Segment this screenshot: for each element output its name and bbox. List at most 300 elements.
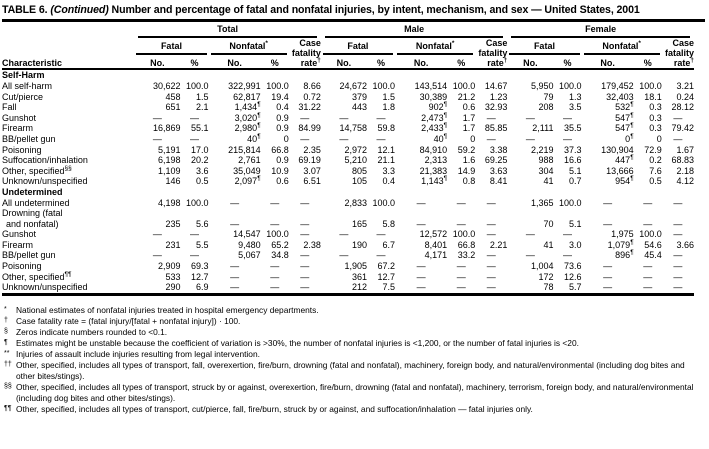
data-cell: 547¶: [615, 122, 634, 134]
data-cell: 1.6: [462, 155, 476, 166]
data-cell: 16,869: [152, 123, 181, 134]
table-row: [2, 272, 694, 283]
data-cell: 2.1: [196, 102, 209, 113]
table-row: [2, 176, 694, 187]
data-cell: 3.5: [569, 102, 582, 113]
row-label: BB/pellet gun: [2, 250, 56, 261]
data-cell: 235: [165, 218, 181, 229]
data-cell: 35.5: [564, 123, 582, 134]
table-row: [2, 92, 694, 103]
data-cell: 0.9: [276, 112, 289, 123]
row-label: Drowning (fatal and nonfatal): [2, 208, 134, 229]
data-cell: 1,905: [344, 261, 367, 272]
data-cell: 805: [351, 165, 367, 176]
data-cell: 2,219: [530, 144, 554, 155]
data-cell: 12,572: [419, 229, 448, 240]
data-cell: —: [603, 261, 613, 272]
data-cell: 85.85: [484, 123, 508, 134]
data-cell: 208: [538, 102, 554, 113]
data-cell: 32.93: [484, 102, 508, 113]
data-cell: —: [486, 271, 496, 282]
fatal-header: Fatal: [507, 38, 581, 55]
data-cell: 35,049: [233, 165, 261, 176]
case-fatality-header: Case fatality rate†: [662, 38, 694, 70]
data-cell: 2.38: [303, 239, 321, 250]
table-row: [2, 145, 694, 156]
data-cell: 9,480: [238, 239, 261, 250]
data-cell: —: [486, 197, 496, 208]
data-cell: 8.41: [489, 176, 508, 187]
data-cell: —: [563, 250, 573, 261]
footnote-text: Injuries of assault include injuries resulting from legal intervention.: [16, 348, 260, 359]
row-label: Suffocation/inhalation: [2, 155, 88, 166]
data-cell: 6.9: [196, 282, 209, 293]
table-row: [2, 166, 694, 177]
data-cell: 3,020¶: [234, 111, 261, 123]
data-cell: 0.3: [649, 102, 662, 113]
data-cell: 172: [538, 271, 554, 282]
data-cell: —: [673, 133, 683, 144]
footnote: [3, 316, 703, 327]
table-row: [2, 261, 694, 272]
data-cell: 12.1: [377, 144, 396, 155]
data-cell: 33.2: [457, 250, 476, 261]
data-cell: 41: [543, 176, 554, 187]
data-cell: 651: [165, 102, 181, 113]
data-cell: 0.5: [196, 176, 209, 187]
data-cell: —: [190, 250, 200, 261]
data-cell: —: [563, 112, 573, 123]
data-cell: 0.7: [569, 176, 582, 187]
data-cell: 4.12: [676, 176, 694, 187]
data-cell: 84.99: [298, 123, 321, 134]
col-header-pct: %: [367, 55, 395, 70]
data-cell: 896¶: [615, 249, 634, 261]
data-cell: 0.3: [649, 123, 662, 134]
footnote-marker: §§: [4, 382, 12, 390]
data-cell: —: [152, 250, 162, 261]
data-cell: —: [416, 271, 426, 282]
footnote-marker: **: [4, 349, 10, 357]
nonfatal-header: Nonfatal*: [209, 38, 289, 55]
data-cell: 20.2: [191, 155, 209, 166]
data-cell: 2.18: [676, 165, 694, 176]
data-cell: —: [376, 250, 386, 261]
data-cell: —: [230, 271, 240, 282]
data-cell: 31.22: [298, 102, 321, 113]
data-cell: 8,401: [424, 239, 448, 250]
data-cell: 5.1: [569, 218, 582, 229]
table-row: [2, 134, 694, 145]
group-header-female: [507, 23, 694, 38]
section-header: Self-Harm: [2, 70, 45, 81]
group-header-male: [321, 23, 508, 38]
data-cell: 0: [470, 133, 476, 144]
data-cell: —: [300, 271, 310, 282]
data-cell: 14,547: [233, 229, 261, 240]
data-cell: —: [230, 197, 240, 208]
data-cell: 5.8: [382, 218, 396, 229]
row-label: Poisoning: [2, 261, 42, 272]
data-cell: 1.7: [462, 123, 476, 134]
data-cell: 100.0: [372, 80, 396, 91]
data-cell: —: [270, 197, 280, 208]
data-cell: 2,473¶: [421, 111, 448, 123]
fatal-header: Fatal: [321, 38, 395, 55]
data-cell: 2.35: [303, 144, 321, 155]
table-row: [2, 81, 694, 92]
row-label-line2: and nonfatal): [6, 218, 59, 229]
table-row: [2, 123, 694, 134]
data-cell: 4,171: [424, 250, 448, 261]
data-cell: 21,383: [419, 165, 448, 176]
data-cell: 1,434¶: [234, 101, 261, 113]
data-cell: —: [603, 218, 613, 229]
data-cell: 100.0: [452, 229, 476, 240]
data-cell: 68.83: [671, 155, 694, 166]
data-cell: 1,079¶: [607, 238, 634, 250]
data-cell: 5,067: [238, 250, 261, 261]
footnote-marker: †: [4, 316, 8, 324]
data-cell: —: [673, 282, 683, 293]
data-cell: 2,761: [238, 155, 261, 166]
data-cell: 361: [351, 271, 367, 282]
footnote: [3, 305, 703, 316]
col-header-pct: %: [447, 55, 475, 70]
data-cell: —: [300, 112, 310, 123]
data-cell: —: [525, 112, 535, 123]
data-cell: 12.7: [191, 271, 209, 282]
row-label: Gunshot: [2, 229, 37, 240]
data-cell: —: [416, 218, 426, 229]
footnote: [3, 404, 703, 415]
data-cell: 0.3: [649, 112, 662, 123]
data-cell: —: [230, 261, 240, 272]
data-cell: 1.23: [489, 91, 508, 102]
data-cell: 105: [351, 176, 367, 187]
data-cell: 69.3: [191, 261, 209, 272]
data-cell: 7.6: [649, 165, 662, 176]
data-cell: 379: [351, 91, 367, 102]
data-cell: —: [230, 282, 240, 293]
row-label: BB/pellet gun: [2, 133, 56, 144]
data-cell: 16.6: [564, 155, 582, 166]
table-title-continued: (Continued): [50, 4, 109, 16]
data-cell: 69.19: [298, 155, 321, 166]
data-cell: 1.5: [382, 91, 396, 102]
data-cell: 2,097¶: [234, 175, 261, 187]
data-cell: —: [673, 197, 683, 208]
col-header-no: No.: [209, 55, 261, 70]
group-label-male: Male: [325, 23, 504, 38]
characteristic-header: Characteristic: [2, 23, 134, 69]
case-fatality-header: Case fatality rate†: [475, 38, 507, 70]
data-cell: 2,111: [532, 123, 554, 134]
row-label: All self-harm: [2, 80, 53, 91]
footnote-marker: ¶¶: [4, 404, 12, 412]
table-title: [2, 4, 705, 22]
data-cell: —: [673, 261, 683, 272]
data-cell: 78: [543, 282, 554, 293]
case-fatality-header: Case fatality rate†: [289, 38, 321, 70]
data-cell: —: [456, 218, 466, 229]
data-cell: —: [525, 250, 535, 261]
data-cell: —: [376, 133, 386, 144]
data-cell: —: [563, 133, 573, 144]
footnote-text: Case fatality rate = (fatal injury/[fatal + nonfatal injury]) · 100.: [16, 315, 241, 326]
col-header-pct: %: [553, 55, 581, 70]
data-cell: 2,972: [344, 144, 367, 155]
data-cell: 6.7: [382, 239, 396, 250]
data-cell: 79.42: [671, 123, 694, 134]
data-cell: 70: [543, 218, 554, 229]
table-body: [2, 69, 694, 294]
section-header: Undetermined: [2, 186, 63, 197]
data-cell: —: [643, 282, 653, 293]
footnote-marker: §: [4, 327, 8, 335]
section-row: [2, 187, 694, 198]
data-cell: —: [673, 250, 683, 261]
col-header-no: No.: [134, 55, 180, 70]
col-header-no: No.: [507, 55, 553, 70]
data-cell: 65.2: [271, 239, 289, 250]
group-header-total: [134, 23, 320, 38]
data-cell: 443: [351, 102, 367, 113]
data-cell: —: [486, 282, 496, 293]
data-cell: 5,210: [344, 155, 367, 166]
data-cell: 2,833: [344, 197, 367, 208]
data-cell: 1,975: [611, 229, 634, 240]
data-cell: —: [376, 229, 386, 240]
data-cell: —: [643, 197, 653, 208]
table-row: [2, 208, 694, 229]
data-cell: 10.9: [271, 165, 289, 176]
data-cell: 954¶: [615, 175, 634, 187]
data-cell: 3.21: [676, 80, 694, 91]
data-cell: 2,433¶: [421, 122, 448, 134]
data-cell: 1.8: [382, 102, 396, 113]
data-cell: —: [456, 282, 466, 293]
row-label: Unknown/unspecified: [2, 176, 88, 187]
data-cell: 2,313: [424, 155, 448, 166]
data-cell: —: [376, 112, 386, 123]
data-cell: —: [673, 229, 683, 240]
row-label: Firearm: [2, 123, 33, 134]
data-cell: 0.24: [676, 91, 694, 102]
data-cell: 21.2: [457, 91, 476, 102]
data-cell: 902¶: [428, 101, 448, 113]
footnote: [3, 327, 703, 338]
data-cell: 0.6: [462, 102, 476, 113]
data-cell: —: [230, 218, 240, 229]
data-cell: 67.2: [377, 261, 396, 272]
data-cell: —: [456, 271, 466, 282]
row-label: Fall: [2, 102, 17, 113]
data-cell: 14.9: [457, 165, 476, 176]
nonfatal-header: Nonfatal*: [395, 38, 475, 55]
data-cell: 40¶: [433, 132, 448, 144]
table-row: [2, 102, 694, 113]
data-cell: 143,514: [414, 80, 448, 91]
data-cell: 1,365: [530, 197, 554, 208]
data-cell: 5,191: [157, 144, 181, 155]
data-cell: —: [339, 250, 349, 261]
data-cell: 5.5: [196, 239, 209, 250]
data-cell: 988: [538, 155, 554, 166]
data-cell: 3.07: [303, 165, 321, 176]
data-cell: 0.5: [649, 176, 662, 187]
data-cell: 21.1: [377, 155, 396, 166]
data-cell: 100.0: [186, 80, 209, 91]
footnote-text: Other, specified, includes all types of transport, struck by or against, overexertion, fire/burn, drowning (fatal and nonfatal), machinery, terrorism, foreign body, and natural/environmental (including dog bites and other bites/stings).: [16, 381, 694, 403]
data-cell: —: [339, 229, 349, 240]
table-row: [2, 229, 694, 240]
data-cell: 69.25: [484, 155, 508, 166]
data-cell: 0.4: [276, 102, 289, 113]
table-title-prefix: TABLE 6.: [2, 4, 48, 16]
data-cell: 0.9: [276, 155, 289, 166]
data-cell: 100.0: [266, 229, 289, 240]
data-cell: 32,403: [606, 91, 634, 102]
footnote: [3, 349, 703, 360]
data-cell: 34.8: [271, 250, 289, 261]
data-cell: —: [486, 261, 496, 272]
data-cell: 4,198: [157, 197, 181, 208]
footnote: [3, 360, 703, 382]
row-label: Other, specified¶¶: [2, 270, 72, 282]
data-cell: 62,817: [233, 91, 261, 102]
table-row: [2, 250, 694, 261]
data-cell: —: [486, 218, 496, 229]
data-cell: 14,758: [339, 123, 367, 134]
data-cell: 215,814: [228, 144, 261, 155]
footnote-marker: ¶: [4, 338, 8, 346]
data-cell: 0¶: [625, 132, 634, 144]
data-cell: —: [300, 250, 310, 261]
data-cell: 0.2: [649, 155, 662, 166]
section-row: [2, 69, 694, 81]
data-cell: —: [300, 282, 310, 293]
data-cell: —: [270, 282, 280, 293]
data-cell: 59.2: [457, 144, 476, 155]
col-header-no: No.: [321, 55, 367, 70]
data-cell: 72.9: [644, 144, 662, 155]
footnote: [3, 382, 703, 404]
data-cell: 146: [165, 176, 181, 187]
data-cell: 100.0: [639, 80, 662, 91]
data-cell: 13,666: [606, 165, 634, 176]
data-cell: 66.8: [271, 144, 289, 155]
data-cell: 24,672: [339, 80, 367, 91]
data-cell: 54.6: [644, 239, 662, 250]
data-cell: —: [152, 133, 162, 144]
data-cell: 12.6: [564, 271, 582, 282]
col-header-no: No.: [582, 55, 634, 70]
data-cell: 73.6: [564, 261, 582, 272]
data-cell: —: [190, 229, 200, 240]
data-cell: 3.63: [489, 165, 508, 176]
data-cell: 100.0: [559, 197, 582, 208]
data-cell: —: [190, 112, 200, 123]
footnotes: [3, 305, 703, 415]
data-cell: —: [673, 218, 683, 229]
group-header-row: [2, 23, 694, 38]
data-cell: 304: [538, 165, 554, 176]
data-cell: —: [190, 133, 200, 144]
data-cell: 447¶: [615, 154, 634, 166]
group-label-female: Female: [511, 23, 690, 38]
data-cell: —: [643, 271, 653, 282]
group-label-total: Total: [138, 23, 316, 38]
data-cell: —: [486, 250, 496, 261]
data-cell: —: [486, 229, 496, 240]
data-cell: —: [339, 133, 349, 144]
footnote-text: Other, specified, includes all types of transport, fall, overexertion, fire/burn, drowning (fatal and nonfatal), machinery, foreign body, and natural/environmental (including dog bites and other bites/stings).: [16, 359, 685, 381]
data-cell: —: [525, 133, 535, 144]
data-cell: 8.66: [303, 80, 321, 91]
data-cell: 458: [165, 91, 181, 102]
data-cell: 533: [165, 271, 181, 282]
data-cell: —: [563, 229, 573, 240]
data-cell: 6,198: [157, 155, 181, 166]
data-cell: 17.0: [191, 144, 209, 155]
data-cell: 0.72: [303, 91, 321, 102]
data-cell: —: [416, 282, 426, 293]
table-row: [2, 240, 694, 251]
data-cell: 290: [165, 282, 181, 293]
data-cell: 0.6: [276, 176, 289, 187]
data-cell: 30,389: [419, 91, 448, 102]
data-cell: 100.0: [559, 80, 582, 91]
data-cell: 5,950: [530, 80, 554, 91]
data-cell: 1.5: [196, 91, 209, 102]
data-cell: 28.12: [671, 102, 694, 113]
data-cell: 231: [165, 239, 181, 250]
data-cell: —: [339, 112, 349, 123]
data-cell: —: [300, 229, 310, 240]
data-cell: —: [603, 282, 613, 293]
data-cell: —: [603, 271, 613, 282]
data-cell: 1.67: [676, 144, 694, 155]
nonfatal-header: Nonfatal*: [582, 38, 662, 55]
data-cell: —: [270, 261, 280, 272]
data-cell: 2.21: [489, 239, 508, 250]
col-header-pct: %: [261, 55, 289, 70]
data-cell: 1,109: [157, 165, 181, 176]
data-cell: 547¶: [615, 111, 634, 123]
data-cell: 5.6: [196, 218, 209, 229]
data-cell: —: [456, 197, 466, 208]
data-cell: —: [270, 271, 280, 282]
data-cell: 7.5: [382, 282, 396, 293]
data-cell: —: [643, 218, 653, 229]
data-cell: —: [152, 229, 162, 240]
footnote-text: Other, specified, includes all types of transport, cut/pierce, fall, fire/burn, struck by or against, and suffocation/inhalation — fatal injuries only.: [16, 403, 533, 414]
data-cell: —: [300, 197, 310, 208]
row-label: Gunshot: [2, 112, 37, 123]
data-cell: 190: [351, 239, 367, 250]
row-label: Cut/pierce: [2, 91, 44, 102]
data-cell: 1.7: [462, 112, 476, 123]
data-cell: 12.7: [377, 271, 396, 282]
data-cell: 6.51: [303, 176, 321, 187]
data-cell: —: [525, 229, 535, 240]
data-cell: 100.0: [266, 80, 289, 91]
data-cell: 37.3: [564, 144, 582, 155]
data-cell: —: [300, 218, 310, 229]
data-cell: —: [270, 218, 280, 229]
data-cell: 0: [656, 133, 662, 144]
